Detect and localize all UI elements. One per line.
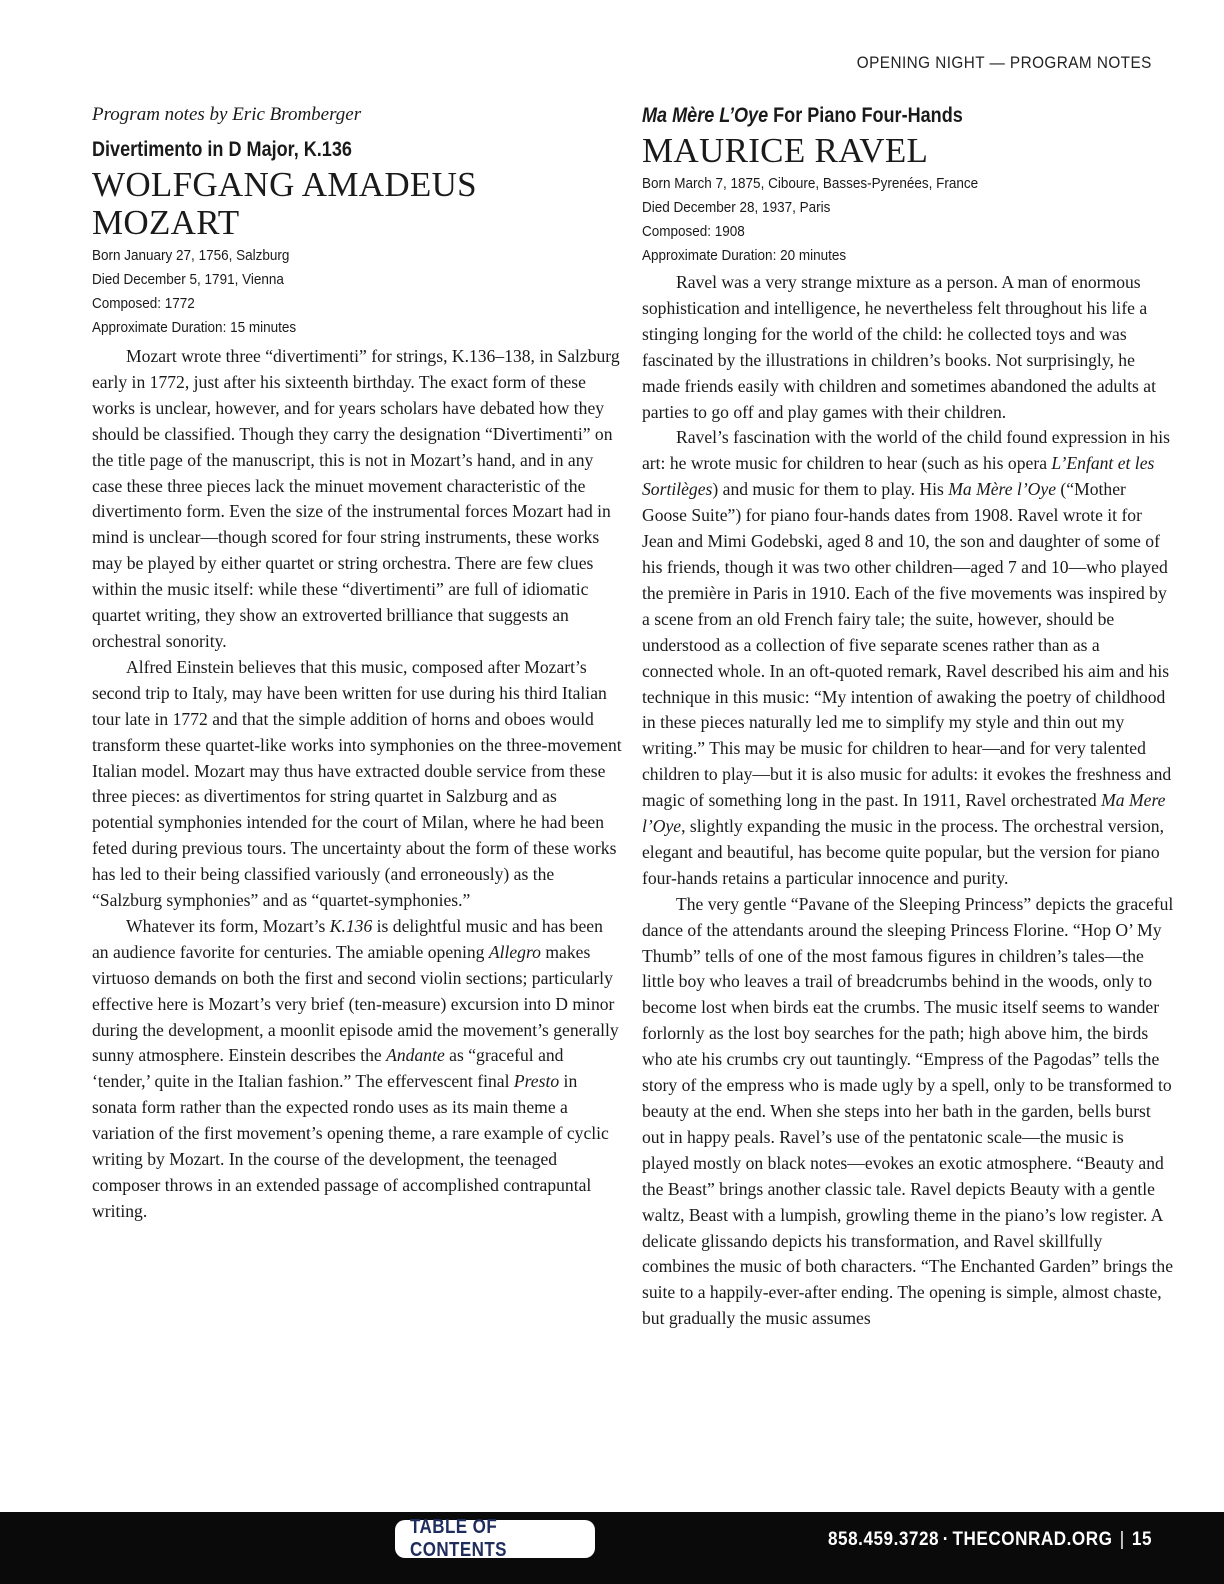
composed-date: Composed: 1772 — [92, 295, 195, 312]
composer-name: MAURICE RAVEL — [642, 131, 929, 170]
duration: Approximate Duration: 15 minutes — [92, 319, 297, 336]
composer-born: Born March 7, 1875, Ciboure, Basses-Pyrenées, France — [642, 175, 979, 192]
divider: | — [1119, 1529, 1125, 1550]
composer-born: Born January 27, 1756, Salzburg — [92, 247, 290, 264]
phone-number: 858.459.3728 — [827, 1529, 940, 1550]
table-of-contents-button[interactable] — [395, 1516, 595, 1561]
paragraph: Alfred Einstein believes that this music, composed after Mozart’s second trip to Italy, may have been written for use during his third Italian tour late in 1772 and that the simple addition of horns and oboes would transform these quartet-like works into symphonies on the three-movement Italian model. Mozart may thus have extracted double service from these three pieces: as divertimentos for string quartet in Salzburg and as potential symphonies intended for the court of Milan, where he had been feted during previous tours. The uncertainty about the form of these works has led to their being classified variously (and erroneously) as the “Salzburg symphonies” and as “quartet-symphonies.” — [92, 656, 622, 911]
running-header: OPENING NIGHT — PROGRAM NOTES — [856, 53, 1152, 72]
composer-died: Died December 28, 1937, Paris — [642, 199, 831, 216]
piece-title: Divertimento in D Major, K.136 — [92, 138, 352, 161]
paragraph: The very gentle “Pavane of the Sleeping Princess” depicts the graceful dance of the attendants around the sleeping Princess Florine. “Hop O’ My Thumb” tells of one of the most famous figures in children’s tales—the little boy who leaves a trail of breadcrumbs behind in the woods, only to become lost when birds eat the crumbs. The music itself seems to wander forlornly as the lost boy searches for the path; high above him, the birds who ate his crumbs cry out tauntingly. “Empress of the Pagodas” tells the story of the empress who is made ugly by a spell, only to be transformed to beauty at the end. When she steps into her bath in the garden, bells burst out in happy peals. Ravel’s use of the pentatonic scale—the music is played mostly on black notes—evokes an exotic atmosphere. “Beauty and the Beast” brings another classic tale. Ravel depicts Beauty with a gentle waltz, Beast with a lumpish, growling theme in the piano’s low register. A delicate glissando depicts his transformation, and Ravel skillfully combines the music of both characters. “The Enchanted Garden” brings the suite to a happily-ever-after ending. The opening is simple, almost chaste, but gradually the music assumes — [642, 893, 1174, 1329]
duration: Approximate Duration: 20 minutes — [642, 247, 847, 264]
composed-date: Composed: 1908 — [642, 223, 745, 240]
left-column — [92, 100, 622, 1225]
paragraph: Mozart wrote three “divertimenti” for strings, K.136–138, in Salzburg early in 1772, just after his sixteenth birthday. The exact form of these works is unclear, however, and for years scholars have debated how they should be classified. Though they carry the designation “Divertimenti” on the title page of the manuscript, this is not in Mozart’s hand, and in any case these three pieces lack the minuet movement characteristic of the divertimento form. Even the size of the instrumental forces Mozart had in mind is unclear—though scored for four string instruments, these works may be played by either quartet or string orchestra. There are few clues within the music itself: while these “divertimenti” are full of idiomatic quartet writing, they show an extroverted brilliance that suggests an orchestral sonority. — [92, 346, 620, 651]
composer-died: Died December 5, 1791, Vienna — [92, 271, 284, 288]
composer-name-line2: MOZART — [92, 203, 240, 242]
toc-label: TABLE OF CONTENTS — [410, 1516, 507, 1561]
contact-info — [828, 1529, 1152, 1551]
composer-name-line1: WOLFGANG AMADEUS — [92, 165, 477, 204]
article-body — [642, 270, 1174, 1332]
piece-title: Ma Mère L’Oye For Piano Four-Hands — [642, 104, 963, 127]
right-column — [642, 100, 1174, 1332]
website-link[interactable]: THECONRAD.ORG — [952, 1529, 1113, 1550]
article-body — [92, 344, 622, 1225]
byline: Program notes by Eric Bromberger — [92, 104, 362, 125]
page-number: 15 — [1131, 1529, 1152, 1550]
dot-separator: · — [942, 1529, 949, 1550]
paragraph: Ravel’s fascination with the world of the child found expression in his art: he wrote music for children to hear (such as his opera L’Enfant et les Sortilèges) and music for them to play. His Ma Mère l’Oye (“Mother Goose Suite”) for piano four-hands dates from 1908. Ravel wrote it for Jean and Mimi Godebski, aged 8 and 10, the son and daughter of some of his friends, though it was two other children—aged 7 and 10—who played the première in Paris in 1910. Each of the five movements was inspired by a scene from an old French fairy tale; the suite, however, should be understood as a collection of five separate scenes rather than as a connected whole. In an oft-quoted remark, Ravel described his aim and his technique in this music: “My intention of awaking the poetry of childhood in these pieces naturally led me to simplify my style and thin out my writing.” This may be music for children to hear—and for very talented children to play—but it is also music for adults: it evokes the freshness and magic of something long in the past. In 1911, Ravel orchestrated Ma Mere l’Oye, slightly expanding the music in the process. The orchestral version, elegant and beautiful, has become quite popular, but the version for piano four-hands retains a particular innocence and purity. — [642, 427, 1172, 888]
footer-bar — [0, 1512, 1224, 1584]
paragraph: Whatever its form, Mozart’s K.136 is delightful music and has been an audience favorite for centuries. The amiable opening Allegro makes virtuoso demands on both the first and second violin sections; particularly effective here is Mozart’s very brief (ten-measure) excursion into D minor during the development, a moonlit episode amid the movement’s generally sunny atmosphere. Einstein describes the Andante as “graceful and ‘tender,’ quite in the Italian fashion.” The effervescent final Presto in sonata form rather than the expected rondo uses as its main theme a variation of the first movement’s opening theme, a rare example of cyclic writing by Mozart. In the course of the development, the teenaged composer throws in an extended passage of accomplished contrapuntal writing. — [92, 915, 619, 1221]
paragraph: Ravel was a very strange mixture as a person. A man of enormous sophistication and intelligence, he nevertheless felt throughout his life a stinging longing for the world of the child: he collected toys and was fascinated by the illustrations in children’s books. Not surprisingly, he made friends easily with children and sometimes abandoned the adults at parties to go off and play games with their children. — [642, 272, 1156, 422]
composer-name — [92, 166, 622, 242]
